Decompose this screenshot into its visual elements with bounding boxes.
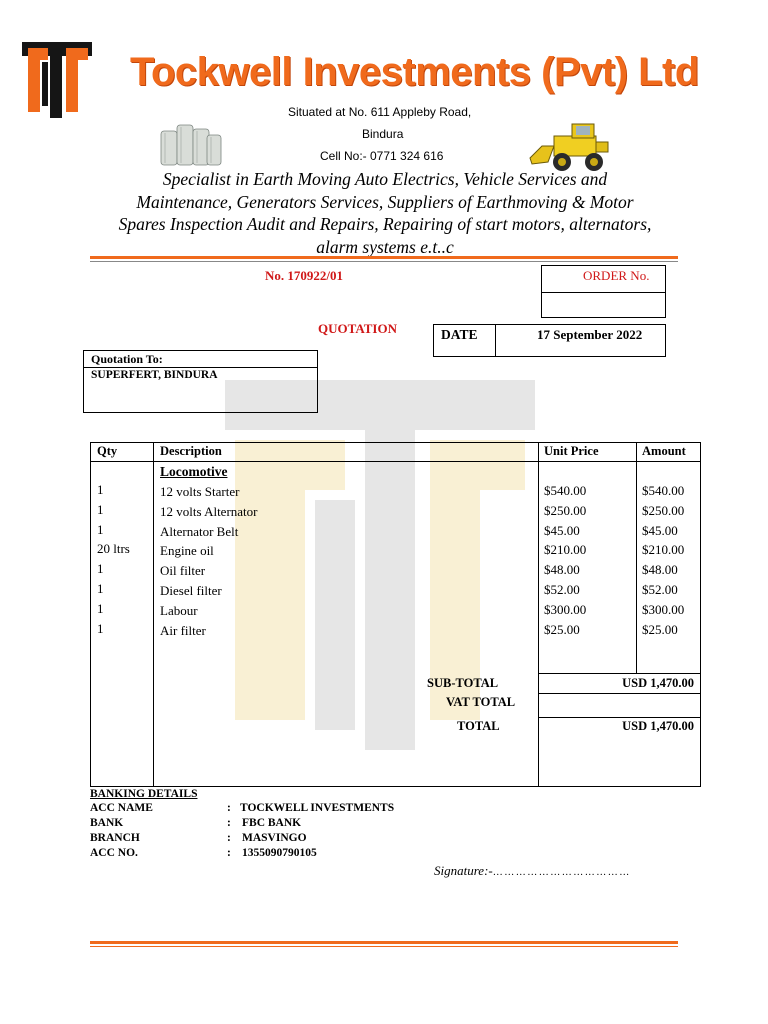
banking-value: MASVINGO — [242, 832, 307, 844]
description-cell: Oil filter — [160, 563, 206, 579]
description-cell: 12 volts Alternator — [160, 503, 258, 519]
address-line-1: Situated at No. 611 Appleby Road, — [288, 105, 472, 119]
services-description — [80, 168, 690, 258]
banking-heading: BANKING DETAILS — [90, 788, 198, 800]
description-cell: Air filter — [160, 622, 206, 638]
quotation-to-divider — [84, 367, 317, 368]
description-cell: 12 volts Starter — [160, 484, 240, 499]
address-line-2: Bindura — [362, 127, 404, 141]
signature-dots: … … … … … … … … … … … … — [492, 867, 629, 878]
banking-separator: : — [227, 847, 231, 859]
totals-line-2 — [538, 693, 700, 694]
totals-line-1 — [538, 673, 700, 674]
signature-line — [434, 862, 629, 880]
unit-price-cell: $540.00 — [544, 483, 587, 498]
amount-cell: $250.00 — [642, 502, 685, 518]
unit-price-cell: $52.00 — [544, 581, 580, 597]
services-line: Specialist in Earth Moving Auto Electrics, Vehicle Services and — [162, 169, 608, 189]
qty-cell: 1 — [97, 482, 104, 497]
banking-separator: : — [227, 817, 231, 829]
order-divider — [542, 292, 665, 293]
signature-label: Signature:- — [434, 863, 493, 878]
header-divider — [90, 256, 678, 259]
unit-price-cell: $48.00 — [544, 562, 580, 578]
date-box — [433, 324, 666, 357]
qty-cell: 1 — [97, 580, 104, 596]
header-divider-thin — [90, 261, 678, 262]
banking-label: ACC NAME — [90, 802, 153, 814]
header-amount: Amount — [642, 444, 686, 458]
subtotal-label: SUB-TOTAL — [427, 676, 499, 690]
vat-total-label: VAT TOTAL — [446, 695, 516, 709]
date-label: DATE — [441, 327, 478, 342]
banking-label: BANK — [90, 817, 124, 829]
banking-row — [90, 801, 490, 816]
order-number-box — [541, 265, 666, 318]
banking-value: FBC BANK — [242, 817, 302, 829]
description-cell: Engine oil — [160, 543, 214, 559]
subtotal-value: USD 1,470.00 — [622, 676, 694, 690]
items-table — [90, 442, 701, 787]
description-cell: Alternator Belt — [160, 523, 239, 539]
header-qty: Qty — [97, 444, 118, 458]
amount-cell: $210.00 — [642, 542, 685, 558]
date-value: 17 September 2022 — [537, 327, 643, 342]
amount-cell: $25.00 — [642, 621, 678, 637]
banking-row — [90, 816, 490, 831]
quotation-to-label: Quotation To: — [91, 352, 163, 366]
company-logo — [18, 36, 98, 122]
document-title: QUOTATION — [318, 321, 397, 336]
section-locomotive: Locomotive — [160, 464, 228, 479]
description-cell: Labour — [160, 602, 198, 618]
quotation-to-box — [83, 350, 318, 413]
banking-value: 1355090790105 — [242, 847, 317, 859]
description-column — [160, 482, 258, 640]
col-divider-desc — [538, 443, 539, 786]
amount-cell: $48.00 — [642, 562, 678, 578]
services-line: Maintenance, Generators Services, Suppliers of Earthmoving & Motor — [136, 191, 634, 212]
qty-cell: 20 ltrs — [97, 541, 130, 557]
banking-separator: : — [227, 832, 231, 844]
description-cell: Diesel filter — [160, 582, 222, 598]
qty-cell: 1 — [97, 561, 104, 577]
amount-cell: $300.00 — [642, 601, 685, 617]
table-header-divider — [91, 461, 700, 462]
unit-price-cell: $25.00 — [544, 621, 580, 637]
banking-value: TOCKWELL INVESTMENTS — [240, 802, 395, 814]
qty-column — [97, 480, 130, 638]
banking-label: BRANCH — [90, 832, 140, 844]
total-value: USD 1,470.00 — [622, 719, 694, 733]
qty-cell: 1 — [97, 501, 104, 517]
amount-cell: $45.00 — [642, 522, 678, 538]
totals-line-3 — [538, 717, 700, 718]
amount-column — [642, 481, 684, 639]
banking-label: ACC NO. — [90, 847, 138, 859]
unit-price-column — [544, 481, 586, 639]
col-divider-qty — [153, 443, 154, 786]
banking-row — [90, 846, 490, 861]
parts-image — [155, 117, 227, 173]
banking-separator: : — [227, 802, 231, 814]
company-name: Tockwell Investments (Pvt) Ltd — [130, 50, 699, 94]
unit-price-cell: $250.00 — [544, 502, 587, 518]
services-line: alarm systems e.t..c — [316, 236, 454, 257]
document-number: No. 170922/01 — [265, 268, 343, 283]
banking-row — [90, 831, 490, 846]
date-divider — [495, 325, 496, 356]
qty-cell: 1 — [97, 620, 104, 636]
unit-price-cell: $300.00 — [544, 601, 587, 617]
services-line: Spares Inspection Audit and Repairs, Repairing of start motors, alternators, — [118, 214, 652, 234]
amount-cell: $540.00 — [642, 483, 685, 498]
header-unit-price: Unit Price — [544, 444, 599, 458]
loader-image — [528, 120, 616, 174]
order-number-label: ORDER No. — [583, 268, 650, 283]
quotation-to-value: SUPERFERT, BINDURA — [91, 369, 218, 381]
unit-price-cell: $45.00 — [544, 522, 580, 538]
qty-cell: 1 — [97, 521, 104, 537]
header-description: Description — [160, 444, 222, 458]
cell-number: Cell No:- 0771 324 616 — [320, 149, 444, 163]
qty-cell: 1 — [97, 600, 104, 616]
col-divider-price — [636, 443, 637, 673]
footer-divider — [90, 941, 678, 944]
amount-cell: $52.00 — [642, 581, 678, 597]
total-label: TOTAL — [457, 719, 500, 733]
footer-divider-thin — [90, 946, 678, 947]
banking-details — [90, 801, 490, 861]
unit-price-cell: $210.00 — [544, 542, 587, 558]
